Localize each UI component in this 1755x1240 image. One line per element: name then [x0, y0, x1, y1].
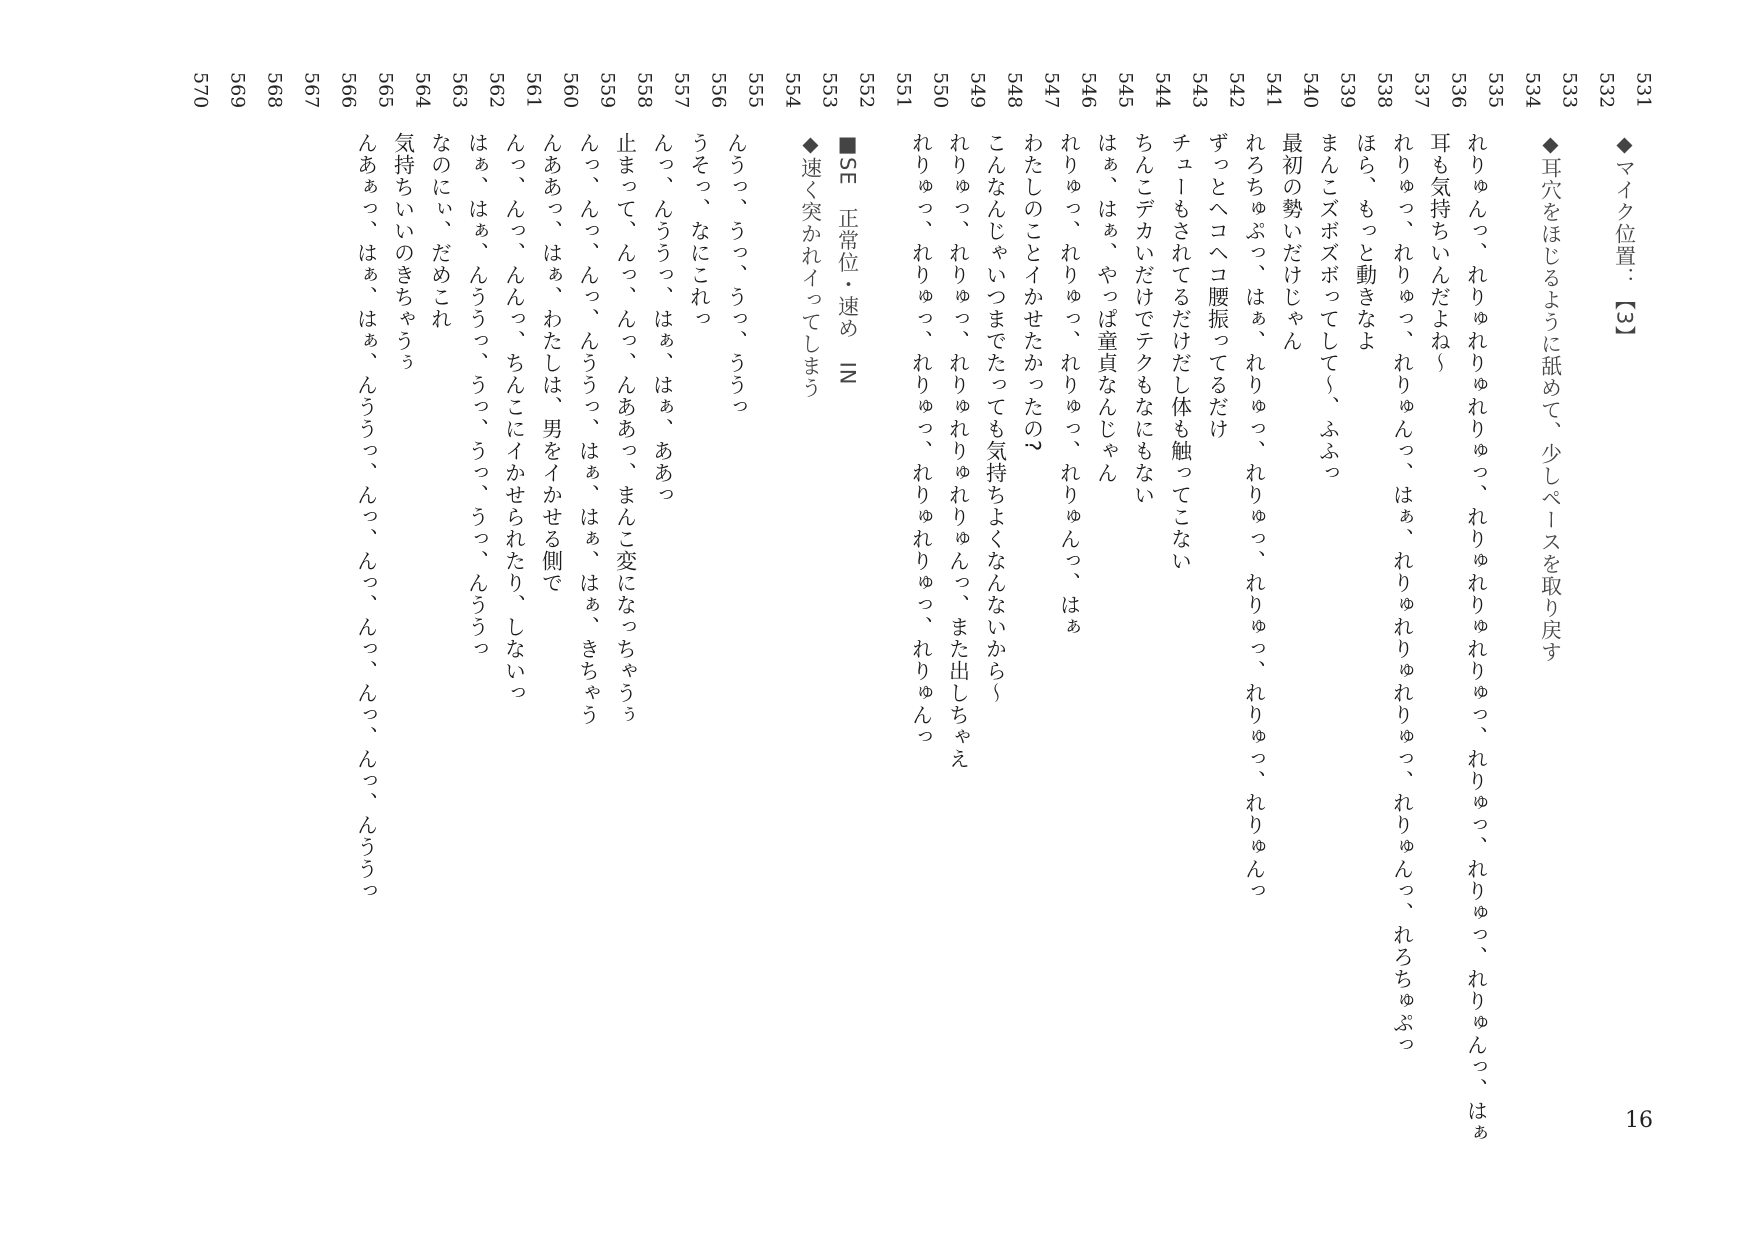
line-number: 567: [300, 72, 323, 109]
script-line: [1051, 72, 1100, 1172]
script-line: [385, 72, 434, 1172]
script-line: [274, 72, 323, 1172]
script-line: [422, 72, 471, 1172]
line-number: 551: [892, 72, 915, 109]
dialogue-text: まんこズボズボってして～、ふふっ: [1316, 132, 1341, 484]
script-line: [200, 72, 249, 1172]
dialogue-text: れりゅっ、れりゅっ、れりゅっ、れりゅれりゅっ、れりゅんっ: [909, 132, 934, 748]
line-number: 563: [448, 72, 471, 109]
script-line: [681, 72, 730, 1172]
line-number: 546: [1077, 72, 1100, 109]
script-line: [1495, 72, 1544, 1172]
line-number: 568: [263, 72, 286, 109]
line-number: 537: [1410, 72, 1433, 109]
script-line: [237, 72, 286, 1172]
line-number: 552: [855, 72, 878, 109]
line-number: 543: [1188, 72, 1211, 109]
dialogue-text: なのにぃ、だめこれ: [428, 132, 453, 330]
line-number: 558: [633, 72, 656, 109]
stage-direction: ■SE 正常位・速め IN: [835, 132, 860, 386]
line-number: 559: [596, 72, 619, 109]
line-number: 562: [485, 72, 508, 109]
script-line: [570, 72, 619, 1172]
line-number: 557: [670, 72, 693, 109]
script-line: [755, 72, 804, 1172]
script-line: [1458, 72, 1507, 1172]
dialogue-text: はぁ、はぁ、んううっ、うっ、うっ、うっ、んううっ: [465, 132, 490, 660]
line-number: 531: [1632, 72, 1655, 109]
dialogue-text: 気持ちいいのきちゃうぅ: [391, 132, 416, 374]
script-line: [866, 72, 915, 1172]
script-line: [1088, 72, 1137, 1172]
line-number: 534: [1521, 72, 1544, 109]
line-number: 561: [522, 72, 545, 109]
line-number: 566: [337, 72, 360, 109]
line-number: 540: [1299, 72, 1322, 109]
line-number: 535: [1484, 72, 1507, 109]
script-line: [348, 72, 397, 1172]
script-line: [977, 72, 1026, 1172]
script-line: [1125, 72, 1174, 1172]
stage-direction: ◆速く突かれイってしまう: [798, 132, 823, 399]
dialogue-text: んああっ、はぁ、わたしは、男をイかせる側で: [539, 132, 564, 594]
line-number: 544: [1151, 72, 1174, 109]
script-line: [607, 72, 656, 1172]
script-line: [533, 72, 582, 1172]
dialogue-text: チューもされてるだけだし体も触ってこない: [1168, 132, 1193, 572]
dialogue-text: んっ、んううっ、はぁ、はぁ、ああっ: [650, 132, 675, 506]
line-number: 555: [744, 72, 767, 109]
line-number: 564: [411, 72, 434, 109]
script-line: [644, 72, 693, 1172]
line-number: 570: [189, 72, 212, 109]
script-line: [1162, 72, 1211, 1172]
script-line: [1310, 72, 1359, 1172]
line-number: 550: [929, 72, 952, 109]
script-line: [1347, 72, 1396, 1172]
dialogue-text: うそっ、なにこれっ: [687, 132, 712, 330]
script-line: [1569, 72, 1618, 1172]
script-line: [1273, 72, 1322, 1172]
script-line: [1532, 72, 1581, 1172]
line-number: 533: [1558, 72, 1581, 109]
script-line: [1421, 72, 1470, 1172]
dialogue-text: んあぁっ、はぁ、はぁ、んううっ、んっ、んっ、んっ、んっ、んっ、んううっ: [354, 132, 379, 902]
line-number: 554: [781, 72, 804, 109]
line-number: 553: [818, 72, 841, 109]
dialogue-text: 最初の勢いだけじゃん: [1279, 132, 1304, 352]
script-line: [163, 72, 212, 1172]
stage-direction: ◆マイク位置：【3】: [1612, 132, 1637, 348]
dialogue-text: ほら、もっと動きなよ: [1353, 132, 1378, 352]
script-line: [311, 72, 360, 1172]
line-number: 536: [1447, 72, 1470, 109]
dialogue-text: ずっとヘコヘコ腰振ってるだけ: [1205, 132, 1230, 440]
dialogue-text: れりゅっ、れりゅっ、れりゅんっ、はぁ、れりゅれりゅれりゅっ、れりゅんっ、れろちゅぷっ: [1390, 132, 1415, 1056]
script-line: [1606, 72, 1655, 1172]
script-line: [496, 72, 545, 1172]
line-number: 539: [1336, 72, 1359, 109]
line-number: 545: [1114, 72, 1137, 109]
dialogue-text: んうっ、うっ、うっ、ううっ: [724, 132, 749, 418]
script-line: [1236, 72, 1285, 1172]
script-line: [459, 72, 508, 1172]
script-line: [718, 72, 767, 1172]
dialogue-text: はぁ、はぁ、やっぱ童貞なんじゃん: [1094, 132, 1119, 484]
script-line: [792, 72, 841, 1172]
script-line: [1384, 72, 1433, 1172]
line-number: 547: [1040, 72, 1063, 109]
script-line: [1014, 72, 1063, 1172]
line-number: 560: [559, 72, 582, 109]
line-number: 532: [1595, 72, 1618, 109]
script-line: [829, 72, 878, 1172]
dialogue-text: れろちゅぷっ、はぁ、れりゅっ、れりゅっ、れりゅっ、れりゅっ、れりゅんっ: [1242, 132, 1267, 902]
line-number: 538: [1373, 72, 1396, 109]
line-number: 541: [1262, 72, 1285, 109]
page-number: 16: [1625, 1108, 1653, 1133]
script-line: [940, 72, 989, 1172]
dialogue-text: んっ、んっ、んんっ、ちんこにイかせられたり、しないっ: [502, 132, 527, 704]
dialogue-text: ちんこデカいだけでテクもなにもない: [1131, 132, 1156, 506]
line-number: 542: [1225, 72, 1248, 109]
line-number: 549: [966, 72, 989, 109]
script-line: [1199, 72, 1248, 1172]
dialogue-text: んっ、んっ、んっ、んううっ、はぁ、はぁ、はぁ、きちゃう: [576, 132, 601, 726]
dialogue-text: こんなんじゃいつまでたっても気持ちよくなんないから～: [983, 132, 1008, 704]
dialogue-text: れりゅっ、れりゅっ、れりゅっ、れりゅんっ、はぁ: [1057, 132, 1082, 638]
line-number: 569: [226, 72, 249, 109]
dialogue-text: 止まって、んっ、んっ、んああっ、まんこ変になっちゃうぅ: [613, 132, 638, 726]
script-line: [903, 72, 952, 1172]
dialogue-text: 耳も気持ちいんだよね～: [1427, 132, 1452, 374]
dialogue-text: れりゅんっ、れりゅれりゅれりゅっ、れりゅれりゅれりゅっ、れりゅっ、れりゅっ、れりゅんっ、はぁ: [1464, 132, 1489, 1144]
line-number: 548: [1003, 72, 1026, 109]
stage-direction: ◆耳穴をほじるように舐めて、少しペースを取り戻す: [1538, 132, 1563, 663]
line-number: 565: [374, 72, 397, 109]
vertical-script-body: [163, 72, 1655, 1172]
dialogue-text: れりゅっ、れりゅっ、れりゅれりゅれりゅんっ、また出しちゃえ: [946, 132, 971, 770]
dialogue-text: わたしのことイかせたかったの?: [1020, 132, 1045, 453]
line-number: 556: [707, 72, 730, 109]
